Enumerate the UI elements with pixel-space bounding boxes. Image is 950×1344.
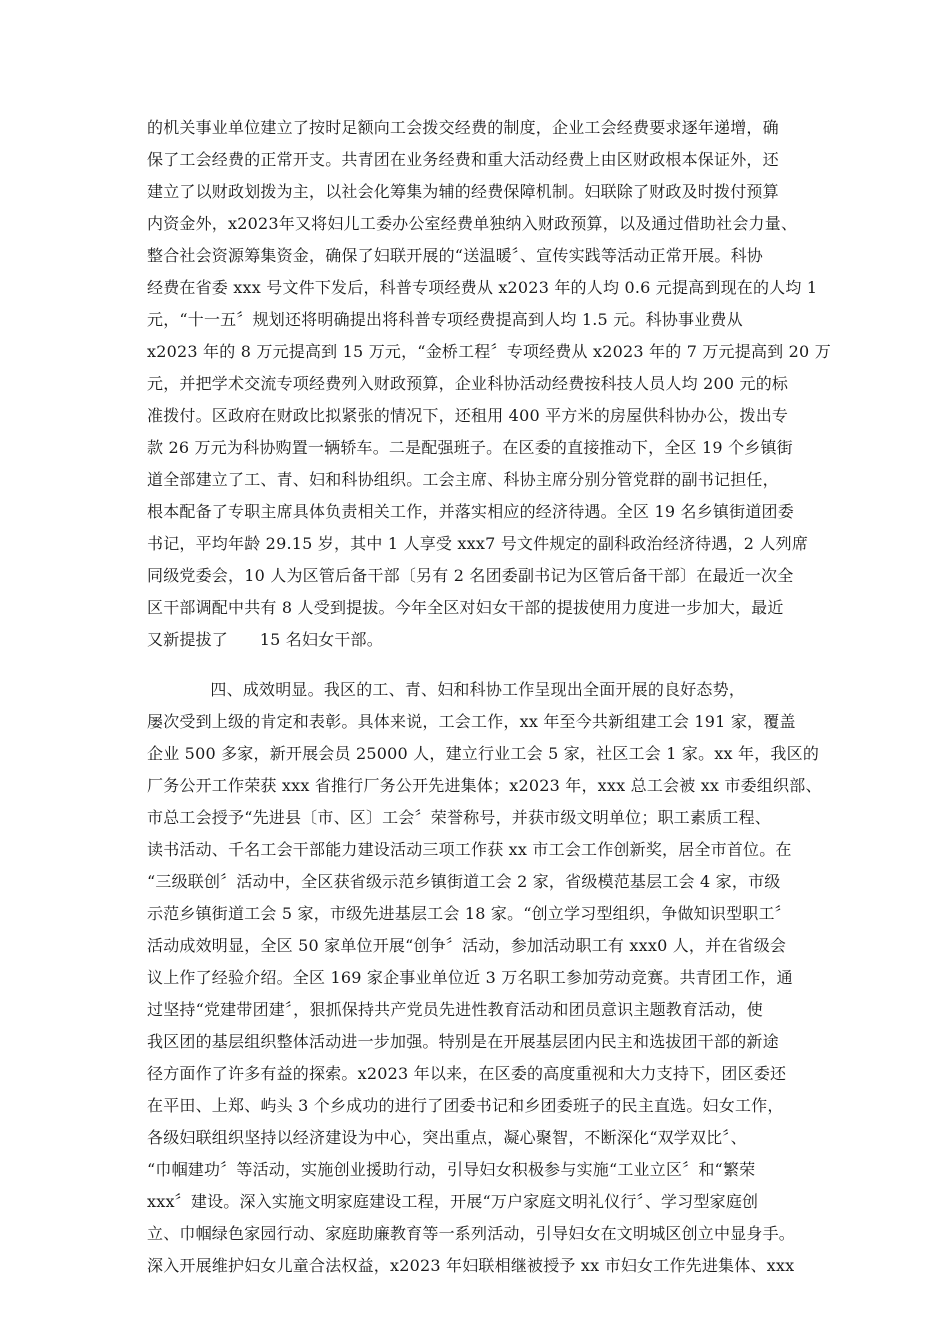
paragraph-2-line: “三级联创〞活动中，全区获省级示范乡镇街道工会 2 家，省级模范基层工会 4 家，市级	[147, 872, 781, 891]
paragraph-1-line: 又新提拔了 15 名妇女干部。	[147, 630, 383, 649]
paragraph-1-line: 道全部建立了工、青、妇和科协组织。工会主席、科协主席分别分管党群的副书记担任，	[147, 470, 779, 489]
paragraph-2-line: 四、成效明显。我区的工、青、妇和科协工作呈现出全面开展的良好态势，	[147, 680, 746, 699]
paragraph-2-line: 各级妇联组织坚持以经济建设为中心，突出重点，凝心聚智，不断深化“双学双比〞、	[147, 1128, 747, 1147]
paragraph-2-line: 深入开展维护妇女儿童合法权益，x2023 年妇联相继被授予 xx 市妇女工作先进集体、xxx	[147, 1256, 795, 1275]
paragraph-2-line: 立、巾帼绿色家园行动、家庭助廉教育等一系列活动，引导妇女在文明城区创立中显身手。	[147, 1224, 796, 1243]
paragraph-1-line: 元，“十一五〞规划还将明确提出将科普专项经费提高到人均 1.5 元。科协事业费从	[147, 310, 743, 329]
paragraph-2-line: 我区团的基层组织整体活动进一步加强。特别是在开展基层团内民主和选拔团干部的新途	[147, 1032, 779, 1051]
paragraph-2-line: 在平田、上郑、屿头 3 个乡成功的进行了团委书记和乡团委班子的民主直选。妇女工作，	[147, 1096, 784, 1115]
paragraph-1-line: 保了工会经费的正常开支。共青团在业务经费和重大活动经费上由区财政根本保证外，还	[147, 150, 779, 169]
paragraph-2-line: 市总工会授予“先进县〔市、区〕工会〞荣誉称号，并获市级文明单位；职工素质工程、	[147, 808, 771, 827]
paragraph-1-line: 的机关事业单位建立了按时足额向工会拨交经费的制度，企业工会经费要求逐年递增，确	[147, 118, 779, 137]
paragraph-2-line: 屡次受到上级的肯定和表彰。具体来说，工会工作，xx 年至今共新组建工会 191 家，覆盖	[147, 712, 796, 731]
paragraph-2-line: 议上作了经验介绍。全区 169 家企事业单位近 3 万名职工参加劳动竞赛。共青团工作，通	[147, 968, 793, 987]
paragraph-1-line: 区干部调配中共有 8 人受到提拔。今年全区对妇女干部的提拔使用力度进一步加大，最近	[147, 598, 784, 617]
paragraph-1-line: 准拨付。区政府在财政比拟紧张的情况下，还租用 400 平方米的房屋供科协办公，拨出专	[147, 406, 789, 425]
paragraph-1-line: x2023 年的 8 万元提高到 15 万元，“金桥工程〞专项经费从 x2023 年的 7 万元提高到 20 万	[147, 342, 831, 361]
paragraph-1-line: 书记，平均年龄 29.15 岁，其中 1 人享受 xxx7 号文件规定的副科政治经济待遇，2 人列席	[147, 534, 809, 553]
paragraph-1-line: 根本配备了专职主席具体负责相关工作，并落实相应的经济待遇。全区 19 名乡镇街道团委	[147, 502, 794, 521]
paragraph-2-line: “巾帼建功〞等活动，实施创业援助行动，引导妇女积极参与实施“工业立区〞和“繁荣	[147, 1160, 756, 1179]
paragraph-2-line: 厂务公开工作荣获 xxx 省推行厂务公开先进集体；x2023 年，xxx 总工会被 xx 市委组织部、	[147, 776, 822, 795]
paragraph-1-line: 同级党委会，10 人为区管后备干部〔另有 2 名团委副书记为区管后备干部〕在最近一次全	[147, 566, 794, 585]
paragraph-2-line: 活动成效明显，全区 50 家单位开展“创争〞活动，参加活动职工有 xxx0 人，并在省级会	[147, 936, 787, 955]
paragraph-1-line: 内资金外，x2023年又将妇儿工委办公室经费单独纳入财政预算，以及通过借助社会力量、	[147, 214, 798, 233]
paragraph-1-line: 整合社会资源筹集资金，确保了妇联开展的“送温暖〞、宣传实践等活动正常开展。科协	[147, 246, 763, 265]
paragraph-1-line: 元，并把学术交流专项经费列入财政预算，企业科协活动经费按科技人员人均 200 元的标	[147, 374, 789, 393]
paragraph-2-line: 过坚持“党建带团建〞，狠抓保持共产党员先进性教育活动和团员意识主题教育活动，使	[147, 1000, 763, 1019]
paragraph-2-line: 企业 500 多家，新开展会员 25000 人，建立行业工会 5 家，社区工会 1 家。xx 年，我区的	[147, 744, 820, 763]
paragraph-1-line: 建立了以财政划拨为主，以社会化筹集为辅的经费保障机制。妇联除了财政及时拨付预算	[147, 182, 779, 201]
paragraph-2-line: xxx〞建设。深入实施文明家庭建设工程，开展“万户家庭文明礼仪行〞、学习型家庭创	[147, 1192, 759, 1211]
paragraph-2-line: 读书活动、千名工会干部能力建设活动三项工作获 xx 市工会工作创新奖，居全市首位。在	[147, 840, 792, 859]
paragraph-2-line: 径方面作了许多有益的探索。x2023 年以来，在区委的高度重视和大力支持下，团区委还	[147, 1064, 787, 1083]
paragraph-1-line: 款 26 万元为科协购置一辆轿车。二是配强班子。在区委的直接推动下，全区 19 个乡镇街	[147, 438, 793, 457]
paragraph-2-line: 示范乡镇街道工会 5 家，市级先进基层工会 18 家。“创立学习型组织，争做知识型职工〞	[147, 904, 791, 923]
paragraph-1-line: 经费在省委 xxx 号文件下发后，科普专项经费从 x2023 年的人均 0.6 元提高到现在的人均 1	[147, 278, 818, 297]
